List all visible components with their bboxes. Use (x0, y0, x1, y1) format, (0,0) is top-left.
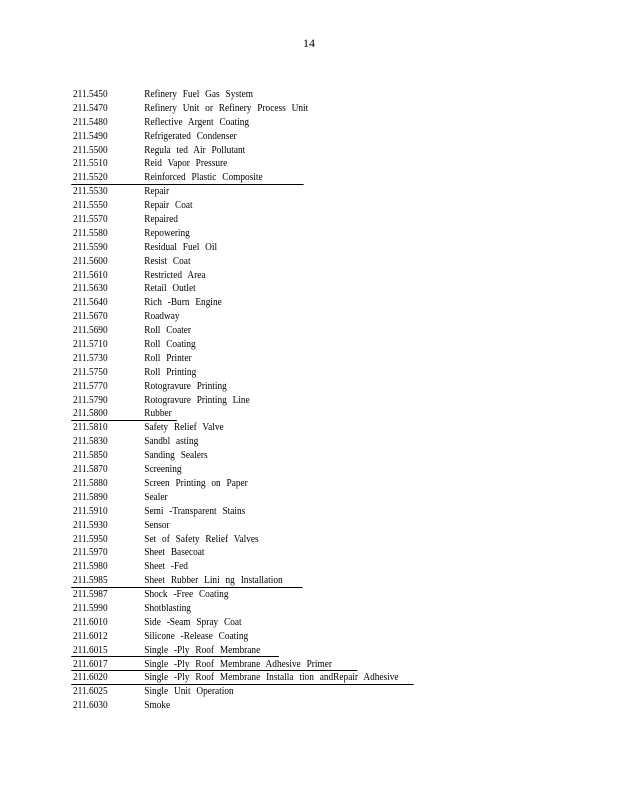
defined-term: Sealer (144, 491, 168, 503)
defined-term: Sandbl asting (144, 436, 199, 448)
index-entry (73, 352, 407, 366)
section-number: 211.6025 (73, 686, 108, 698)
page-number: 14 (303, 36, 315, 50)
defined-term: Refrigerated Condenser (144, 130, 237, 142)
index-entry (73, 199, 407, 213)
defined-term: Regula ted Air Pollutant (144, 144, 246, 156)
defined-term: Repaired (144, 214, 178, 226)
section-number: 211.5980 (73, 561, 108, 573)
index-entry (73, 338, 407, 352)
defined-term: Repowering (144, 227, 190, 239)
index-entry (73, 227, 407, 241)
defined-term: Retail Outlet (144, 283, 196, 295)
section-number: 211.5970 (73, 547, 108, 559)
index-entry (73, 449, 407, 463)
defined-term: Reflective Argent Coating (144, 116, 250, 128)
section-number: 211.6020 (73, 672, 108, 684)
defined-term: Single -Ply Roof Membrane Adhesive Primer (144, 658, 332, 670)
defined-term: Refinery Unit or Refinery Process Unit (144, 102, 309, 114)
defined-term: Roll Coater (144, 325, 192, 337)
index-entry (73, 296, 407, 310)
defined-term: Sensor (144, 519, 170, 531)
section-number: 211.5987 (73, 589, 108, 601)
defined-term: Smoke (144, 700, 171, 712)
index-entry (73, 157, 407, 171)
index-entry (73, 699, 407, 713)
index-entry (73, 560, 407, 574)
defined-term: Side -Seam Spray Coat (144, 616, 242, 628)
index-entry (73, 102, 407, 116)
defined-term: Resist Coat (144, 255, 191, 267)
section-number: 211.5730 (73, 352, 108, 364)
section-number: 211.5570 (73, 214, 108, 226)
section-number: 211.5530 (73, 186, 108, 198)
section-number: 211.5600 (73, 255, 108, 267)
index-entry (73, 546, 407, 560)
section-number: 211.5630 (73, 283, 108, 295)
defined-term: Residual Fuel Oil (144, 241, 218, 253)
section-number: 211.5520 (73, 172, 108, 184)
index-entry (73, 282, 407, 296)
defined-term: Roll Coating (144, 339, 196, 351)
section-number: 211.5800 (73, 408, 108, 420)
index-entry (73, 421, 407, 435)
defined-term: Reid Vapor Pressure (144, 158, 228, 170)
index-entry (73, 435, 407, 449)
defined-term: Single -Ply Roof Membrane Installa tion andRepair Adhesive (144, 672, 399, 684)
index-entry (73, 505, 407, 519)
defined-term: Shock -Free Coating (144, 589, 229, 601)
defined-term: Rotogravure Printing (144, 380, 227, 392)
index-entry-underlined (73, 658, 407, 672)
section-number: 211.5450 (73, 89, 108, 100)
section-number: 211.5950 (73, 533, 108, 545)
section-number: 211.5470 (73, 102, 108, 114)
index-entry (73, 380, 407, 394)
index-entry (73, 213, 407, 227)
section-number: 211.5690 (73, 325, 108, 337)
index-entry (73, 116, 407, 130)
defined-term: Refinery Fuel Gas System (144, 89, 253, 100)
index-entry (73, 241, 407, 255)
index-entry (73, 630, 407, 644)
defined-term: Silicone -Release Coating (144, 630, 249, 642)
index-entry (73, 616, 407, 630)
index-entry (73, 477, 407, 491)
index-entry (73, 602, 407, 616)
defined-term: Roll Printing (144, 366, 197, 378)
defined-term: Safety Relief Valve (144, 422, 224, 434)
section-number: 211.5510 (73, 158, 108, 170)
section-number: 211.5830 (73, 436, 108, 448)
defined-term: Shotblasting (144, 602, 191, 614)
section-number: 211.5590 (73, 241, 108, 253)
index-entry-underlined (73, 574, 407, 588)
index-entry (73, 366, 407, 380)
section-number: 211.5480 (73, 116, 108, 128)
index-entry (73, 533, 407, 547)
section-number: 211.5550 (73, 200, 108, 212)
definition-index (73, 88, 453, 713)
index-entry-underlined (73, 671, 407, 685)
defined-term: Single -Ply Roof Membrane (144, 644, 261, 656)
section-number: 211.6030 (73, 700, 108, 712)
section-number: 211.6012 (73, 630, 108, 642)
section-number: 211.5930 (73, 519, 108, 531)
section-number: 211.5790 (73, 394, 108, 406)
defined-term: Roll Printer (144, 352, 192, 364)
index-entry (73, 519, 407, 533)
index-entry (73, 685, 407, 699)
defined-term: Roadway (144, 311, 180, 323)
section-number: 211.5640 (73, 297, 108, 309)
section-number: 211.5670 (73, 311, 108, 323)
index-entry-underlined (73, 171, 407, 185)
defined-term: Sanding Sealers (144, 450, 208, 462)
defined-term: Screen Printing on Paper (144, 477, 248, 489)
section-number: 211.5890 (73, 491, 108, 503)
index-entry-underlined (73, 644, 407, 658)
index-entry (73, 269, 407, 283)
index-entry-underlined (73, 407, 407, 421)
section-number: 211.5490 (73, 130, 108, 142)
section-number: 211.6015 (73, 644, 108, 656)
index-entry (73, 88, 407, 102)
section-number: 211.5610 (73, 269, 108, 281)
index-entry (73, 144, 407, 158)
defined-term: Repair (144, 186, 170, 198)
section-number: 211.5770 (73, 380, 108, 392)
section-number: 211.5910 (73, 505, 108, 517)
section-number: 211.5880 (73, 477, 108, 489)
section-number: 211.6010 (73, 616, 108, 628)
defined-term: Single Unit Operation (144, 686, 234, 698)
section-number: 211.5810 (73, 422, 108, 434)
defined-term: Rubber (144, 408, 172, 420)
defined-term: Set of Safety Relief Valves (144, 533, 259, 545)
section-number: 211.5710 (73, 339, 108, 351)
section-number: 211.5990 (73, 602, 108, 614)
index-entry (73, 255, 407, 269)
index-entry (73, 185, 407, 199)
defined-term: Sheet Basecoat (144, 547, 205, 559)
defined-term: Sheet Rubber Lini ng Installation (144, 575, 283, 587)
section-number: 211.5750 (73, 366, 108, 378)
index-entry (73, 463, 407, 477)
section-number: 211.5870 (73, 464, 108, 476)
section-number: 211.5850 (73, 450, 108, 462)
index-entry (73, 324, 407, 338)
defined-term: Rotogravure Printing Line (144, 394, 250, 406)
defined-term: Restricted Area (144, 269, 206, 281)
index-entry (73, 310, 407, 324)
defined-term: Repair Coat (144, 200, 193, 212)
index-entry (73, 394, 407, 408)
defined-term: Sheet -Fed (144, 561, 188, 573)
defined-term: Semi -Transparent Stains (144, 505, 246, 517)
section-number: 211.5500 (73, 144, 108, 156)
index-entry (73, 588, 407, 602)
defined-term: Reinforced Plastic Composite (144, 172, 263, 184)
index-entry (73, 130, 407, 144)
section-number: 211.6017 (73, 658, 108, 670)
defined-term: Screening (144, 464, 182, 476)
section-number: 211.5580 (73, 227, 108, 239)
index-entry (73, 491, 407, 505)
defined-term: Rich -Burn Engine (144, 297, 222, 309)
section-number: 211.5985 (73, 575, 108, 587)
